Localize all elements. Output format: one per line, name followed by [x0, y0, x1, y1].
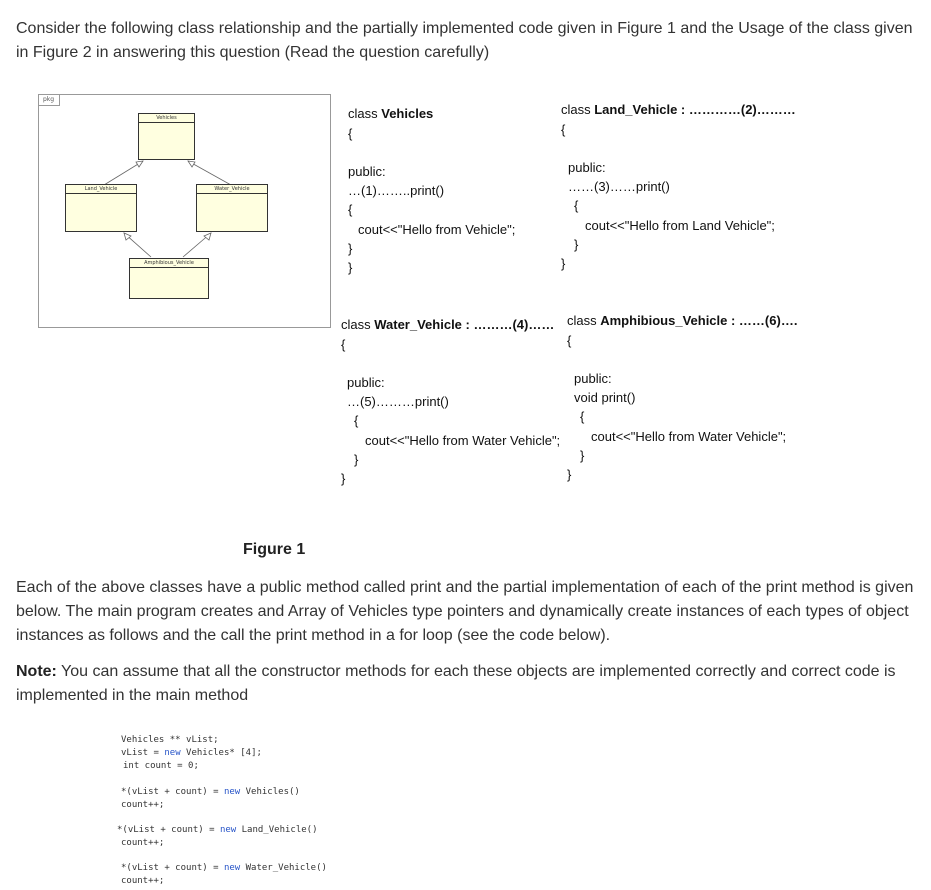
code-line: *(vList + count) = new Vehicles(): [121, 787, 300, 797]
code-line: }: [348, 241, 353, 256]
code-line: public:: [568, 160, 606, 175]
uml-class-amphibious-vehicle: [129, 258, 209, 299]
arrow-head-amphibious-land: [124, 233, 131, 240]
question-intro: Consider the following class relationship and the partially implemented code given in Figure 1 and the Usage of the class given in Figure 2 in answering this question (Read the question carefully): [16, 20, 913, 61]
code-line: public:: [574, 371, 612, 386]
arrow-water-to-vehicles: [188, 161, 231, 185]
code-line: }: [574, 237, 579, 252]
code-line: cout<<"Hello from Vehicle";: [358, 222, 516, 237]
code-line: {: [354, 413, 359, 428]
code-line: {: [580, 409, 585, 424]
code-line: cout<<"Hello from Water Vehicle";: [591, 429, 787, 444]
code-line: }: [567, 467, 572, 482]
code-line: *(vList + count) = new Water_Vehicle(): [121, 863, 327, 873]
code-line: cout<<"Hello from Water Vehicle";: [365, 433, 561, 448]
note-text: You can assume that all the constructor methods for each these objects are implemented correctly and correct code is implemented in the main method: [16, 663, 896, 704]
note-label: Note:: [16, 663, 57, 680]
class-name: Amphibious_Vehicle : ……(6)….: [600, 313, 798, 328]
uml-class-name: Amphibious_Vehicle: [130, 259, 208, 268]
uml-class-name: Land_Vehicle: [66, 185, 136, 194]
uml-class-vehicles: [138, 113, 195, 160]
code-line: }: [341, 471, 346, 486]
uml-class-name: Vehicles: [139, 114, 194, 123]
arrow-head-water-vehicles: [188, 161, 195, 167]
code-line: …(5)………print(): [347, 394, 449, 409]
code-line: int count = 0;: [123, 761, 199, 771]
code-line: class Water_Vehicle : ………(4)……: [341, 317, 555, 332]
code-line: Vehicles ** vList;: [121, 735, 219, 745]
code-line: class Amphibious_Vehicle : ……(6)….: [567, 313, 798, 328]
code-line: }: [348, 260, 353, 275]
code-line: public:: [348, 164, 386, 179]
class-name: Land_Vehicle : …………(2)………: [594, 102, 796, 117]
code-line: class Land_Vehicle : …………(2)………: [561, 102, 796, 117]
code-line: {: [567, 333, 572, 348]
code-line: {: [348, 126, 353, 141]
code-line: {: [348, 202, 353, 217]
code-line: void print(): [574, 390, 636, 405]
code-line: {: [561, 122, 566, 137]
uml-class-water-vehicle: [196, 184, 268, 232]
code-line: *(vList + count) = new Land_Vehicle(): [117, 825, 318, 835]
arrow-head-amphibious-water: [204, 233, 211, 240]
code-line: }: [580, 448, 585, 463]
code-line: }: [354, 452, 359, 467]
arrow-head-land-vehicles: [136, 161, 143, 167]
code-line: vList = new Vehicles* [4];: [121, 748, 262, 758]
code-line: count++;: [121, 800, 165, 810]
code-line: class Vehicles: [348, 106, 434, 121]
code-line: count++;: [121, 838, 165, 848]
class-name: Vehicles: [381, 106, 434, 121]
code-line: public:: [347, 375, 385, 390]
code-line: …(1)……..print(): [348, 183, 445, 198]
note-paragraph: [16, 660, 916, 708]
uml-package-tab: pkg: [39, 95, 60, 106]
code-line: {: [574, 198, 579, 213]
uml-class-land-vehicle: [65, 184, 137, 232]
figure-caption: Figure 1: [243, 541, 306, 558]
explanation-paragraph: Each of the above classes have a public method called print and the partial implementation of each of the print method is given below. The main program creates and Array of Vehicles type pointers and dynamically create instances of each types of object instances as follows and the call the print method in a for loop (see the code below).: [16, 579, 914, 644]
code-line: cout<<"Hello from Land Vehicle";: [585, 218, 775, 233]
class-name: Water_Vehicle : ………(4)……: [374, 317, 555, 332]
uml-class-name: Water_Vehicle: [197, 185, 267, 194]
code-line: count++;: [121, 876, 165, 886]
code-line: {: [341, 337, 346, 352]
code-line: }: [561, 256, 566, 271]
code-line: ……(3)……print(): [568, 179, 670, 194]
uml-class-diagram: [38, 94, 331, 328]
